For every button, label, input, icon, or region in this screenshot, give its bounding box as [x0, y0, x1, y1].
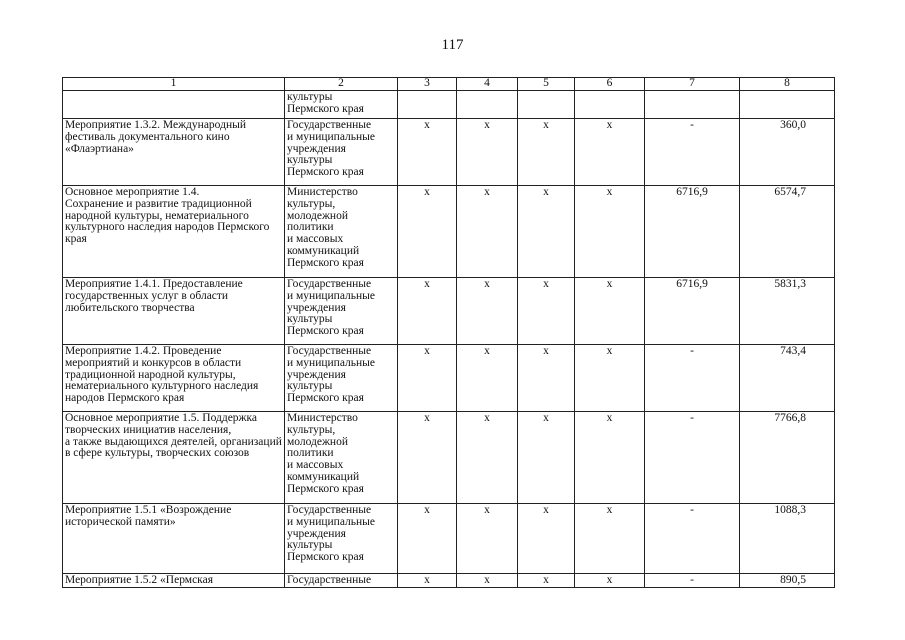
executor-cell: Государственные — [285, 574, 398, 588]
header-cell: 5 — [518, 78, 575, 91]
table-row — [63, 412, 835, 504]
value-cell-6 — [575, 91, 645, 119]
value-cell-5: х — [518, 345, 575, 412]
event-cell: Мероприятие 1.3.2. Международный фестиваль документального кино «Флаэртиана» — [63, 119, 285, 186]
header-row — [63, 78, 835, 91]
value-cell-5: х — [518, 412, 575, 504]
table-row — [63, 574, 835, 588]
event-cell: Основное мероприятие 1.5. Поддержка творческих инициатив населения, а также выдающихся деятелей, организаций в сфере культуры, творческих союзов — [63, 412, 285, 504]
value-cell-6: х — [575, 186, 645, 278]
value-cell-3: х — [398, 412, 457, 504]
value-cell-8: 890,5 — [740, 574, 835, 588]
value-cell-5: х — [518, 186, 575, 278]
value-cell-7: - — [645, 345, 740, 412]
value-cell-5: х — [518, 504, 575, 574]
value-cell-4: х — [457, 186, 518, 278]
value-cell-7: - — [645, 412, 740, 504]
header-cell: 2 — [285, 78, 398, 91]
value-cell-5: х — [518, 278, 575, 345]
value-cell-8 — [740, 91, 835, 119]
event-cell: Мероприятие 1.4.2. Проведение мероприятий и конкурсов в области традиционной народной культуры, нематериального культурного наследия народов Пермского края — [63, 345, 285, 412]
page-number: 117 — [441, 37, 464, 53]
value-cell-7: 6716,9 — [645, 278, 740, 345]
value-cell-3: х — [398, 278, 457, 345]
event-cell — [63, 91, 285, 119]
value-cell-3 — [398, 91, 457, 119]
program-events-table — [62, 77, 835, 588]
value-cell-4: х — [457, 345, 518, 412]
value-cell-7 — [645, 91, 740, 119]
value-cell-3: х — [398, 574, 457, 588]
table-row — [63, 186, 835, 278]
table-row — [63, 119, 835, 186]
value-cell-3: х — [398, 186, 457, 278]
value-cell-6: х — [575, 119, 645, 186]
event-cell: Мероприятие 1.5.2 «Пермская — [63, 574, 285, 588]
value-cell-8: 5831,3 — [740, 278, 835, 345]
event-cell: Мероприятие 1.5.1 «Возрождение исторической памяти» — [63, 504, 285, 574]
value-cell-3: х — [398, 345, 457, 412]
value-cell-4: х — [457, 412, 518, 504]
value-cell-6: х — [575, 504, 645, 574]
value-cell-7: - — [645, 119, 740, 186]
value-cell-5: х — [518, 119, 575, 186]
table-body — [63, 91, 835, 588]
value-cell-8: 6574,7 — [740, 186, 835, 278]
value-cell-8: 360,0 — [740, 119, 835, 186]
table-row — [63, 504, 835, 574]
value-cell-6: х — [575, 412, 645, 504]
table-row — [63, 91, 835, 119]
header-cell: 7 — [645, 78, 740, 91]
value-cell-4: х — [457, 574, 518, 588]
header-cell: 6 — [575, 78, 645, 91]
value-cell-3: х — [398, 119, 457, 186]
header-cell: 3 — [398, 78, 457, 91]
event-cell: Мероприятие 1.4.1. Предоставление государственных услуг в области любительского творчества — [63, 278, 285, 345]
executor-cell: Государственные и муниципальные учреждения культуры Пермского края — [285, 345, 398, 412]
executor-cell: Министерство культуры, молодежной политики и массовых коммуникаций Пермского края — [285, 186, 398, 278]
value-cell-4 — [457, 91, 518, 119]
value-cell-4: х — [457, 504, 518, 574]
value-cell-8: 7766,8 — [740, 412, 835, 504]
value-cell-6: х — [575, 574, 645, 588]
table-row — [63, 278, 835, 345]
executor-cell: Министерство культуры, молодежной политики и массовых коммуникаций Пермского края — [285, 412, 398, 504]
value-cell-7: - — [645, 574, 740, 588]
value-cell-8: 743,4 — [740, 345, 835, 412]
value-cell-4: х — [457, 119, 518, 186]
executor-cell: Государственные и муниципальные учреждения культуры Пермского края — [285, 504, 398, 574]
table-row — [63, 345, 835, 412]
header-cell: 1 — [63, 78, 285, 91]
executor-cell: Государственные и муниципальные учреждения культуры Пермского края — [285, 119, 398, 186]
value-cell-4: х — [457, 278, 518, 345]
header-cell: 8 — [740, 78, 835, 91]
header-cell: 4 — [457, 78, 518, 91]
value-cell-3: х — [398, 504, 457, 574]
value-cell-8: 1088,3 — [740, 504, 835, 574]
executor-cell: культуры Пермского края — [285, 91, 398, 119]
event-cell: Основное мероприятие 1.4. Сохранение и развитие традиционной народной культуры, нематериального культурного наследия народов Пермского края — [63, 186, 285, 278]
value-cell-5: х — [518, 574, 575, 588]
value-cell-7: 6716,9 — [645, 186, 740, 278]
value-cell-6: х — [575, 345, 645, 412]
executor-cell: Государственные и муниципальные учреждения культуры Пермского края — [285, 278, 398, 345]
value-cell-5 — [518, 91, 575, 119]
value-cell-6: х — [575, 278, 645, 345]
value-cell-7: - — [645, 504, 740, 574]
